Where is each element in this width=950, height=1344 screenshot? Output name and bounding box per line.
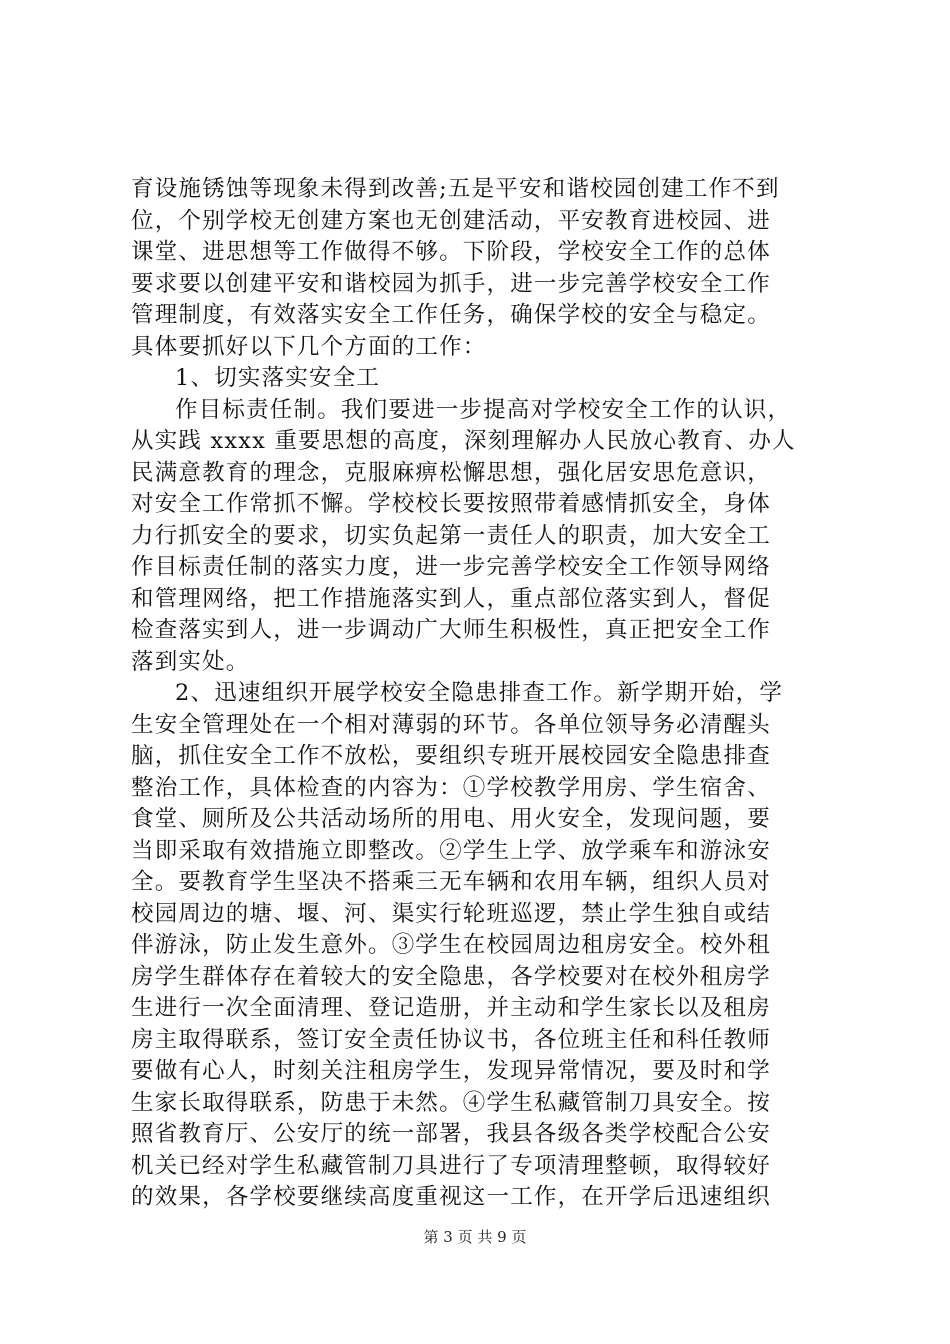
text-line: 脑，抓住安全工作不放松，要组织专班开展校园安全隐患排查 bbox=[131, 743, 771, 769]
text-line: 照省教育厅、公安厅的统一部署，我县各级各类学校配合公安 bbox=[131, 1121, 771, 1147]
text-line: 和管理网络，把工作措施落实到人，重点部位落实到人，督促 bbox=[131, 585, 771, 612]
text-line: 落到实处。 bbox=[131, 648, 250, 675]
text-line: 校园周边的塘、堰、河、渠实行轮班巡逻，禁止学生独自或结 bbox=[131, 900, 771, 927]
text-line: 具体要抓好以下几个方面的工作： bbox=[131, 333, 487, 360]
text-line: 作目标责任制。我们要进一步提高对学校安全工作的认识， bbox=[175, 396, 792, 423]
text-line: 管理制度，有效落实安全工作任务，确保学校的安全与稳定。 bbox=[131, 302, 771, 328]
text-line: 民满意教育的理念，克服麻痹松懈思想，强化居安思危意识， bbox=[131, 459, 771, 486]
text-line: 食堂、厕所及公共活动场所的用电、用火安全，发现问题，要 bbox=[131, 806, 771, 832]
text-line: 生安全管理处在一个相对薄弱的环节。各单位领导务必清醒头 bbox=[131, 711, 771, 738]
text-line: 要做有心人，时刻关注租房学生，发现异常情况，要及时和学 bbox=[131, 1058, 771, 1084]
text-line: 整治工作，具体检查的内容为：①学校教学用房、学生宿舍、 bbox=[131, 774, 771, 801]
section-heading-2: 2、迅速组织开展学校安全隐患排查工作。新学期开始，学 bbox=[175, 680, 784, 706]
text-line: 育设施锈蚀等现象未得到改善;五是平安和谐校园创建工作不到 bbox=[131, 176, 780, 202]
text-line: 对安全工作常抓不懈。学校校长要按照带着感情抓安全，身体 bbox=[131, 491, 771, 517]
page-number-footer: 第 3 页 共 9 页 bbox=[423, 1228, 527, 1246]
text-line: 的效果，各学校要继续高度重视这一工作，在开学后迅速组织 bbox=[131, 1184, 771, 1210]
text-line: 从实践 xxxx 重要思想的高度，深刻理解办人民放心教育、办人 bbox=[131, 428, 796, 454]
text-line: 房学生群体存在着较大的安全隐患，各学校要对在校外租房学 bbox=[131, 963, 771, 990]
text-line: 机关已经对学生私藏管制刀具进行了专项清理整顿，取得较好 bbox=[131, 1152, 771, 1179]
text-line: 课堂、进思想等工作做得不够。下阶段，学校安全工作的总体 bbox=[131, 239, 771, 265]
text-line: 力行抓安全的要求，切实负起第一责任人的职责，加大安全工 bbox=[131, 522, 771, 549]
text-line: 全。要教育学生坚决不搭乘三无车辆和农用车辆，组织人员对 bbox=[131, 869, 771, 895]
text-line: 检查落实到人，进一步调动广大师生积极性，真正把安全工作 bbox=[131, 617, 771, 643]
text-line: 房主取得联系，签订安全责任协议书，各位班主任和科任教师 bbox=[131, 1026, 771, 1053]
text-line: 要求要以创建平安和谐校园为抓手，进一步完善学校安全工作 bbox=[131, 270, 771, 297]
text-line: 生进行一次全面清理、登记造册，并主动和学生家长以及租房 bbox=[131, 995, 771, 1021]
text-line: 伴游泳，防止发生意外。③学生在校园周边租房安全。校外租 bbox=[131, 932, 771, 958]
body-text bbox=[131, 174, 831, 1214]
text-line: 当即采取有效措施立即整改。②学生上学、放学乘车和游泳安 bbox=[131, 837, 771, 864]
text-line: 位，个别学校无创建方案也无创建活动，平安教育进校园、进 bbox=[131, 207, 771, 234]
section-heading-1: 1、切实落实安全工 bbox=[175, 365, 381, 391]
text-line: 作目标责任制的落实力度，进一步完善学校安全工作领导网络 bbox=[131, 554, 771, 580]
text-line: 生家长取得联系，防患于未然。④学生私藏管制刀具安全。按 bbox=[131, 1089, 771, 1116]
